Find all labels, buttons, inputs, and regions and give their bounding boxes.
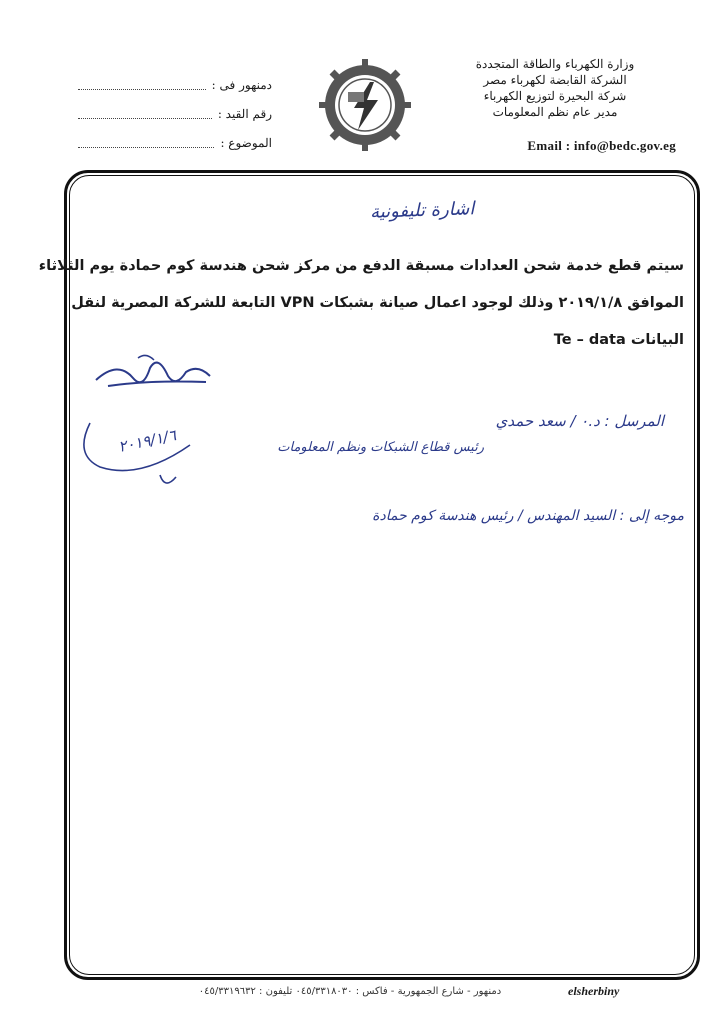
body-line-1: سيتم قطع خدمة شحن العدادات مسبقة الدفع من مركز شحن هندسة كوم حمادة يوم الثلاثاء bbox=[38, 258, 684, 274]
footer-name: elsherbiny bbox=[568, 984, 620, 998]
date-flourish-icon bbox=[70, 405, 250, 500]
message-body bbox=[38, 248, 684, 359]
field-reference-label: رقم القيد : bbox=[217, 106, 272, 121]
handwritten-date: ٢٠١٩/١/٦ bbox=[116, 426, 178, 456]
org-line-department: مدير عام نظم المعلومات bbox=[492, 105, 618, 119]
field-subject bbox=[72, 128, 272, 157]
handwritten-title: اشارة تليفونية bbox=[369, 198, 475, 223]
field-reference-dots bbox=[78, 108, 212, 119]
org-line-holding: الشركة القابضة لكهرباء مصر bbox=[483, 73, 627, 87]
org-line-company: شركة البحيرة لتوزيع الكهرباء bbox=[483, 89, 627, 103]
sender-line: المرسل : د.٠ / سعد حمدي bbox=[495, 412, 664, 430]
field-date-dots bbox=[78, 79, 206, 90]
email-address: Email : info@bedc.gov.eg bbox=[527, 138, 676, 153]
sender-title: رئيس قطاع الشبكات ونظم المعلومات bbox=[277, 440, 484, 455]
company-seal-icon bbox=[318, 58, 412, 152]
organization-header bbox=[450, 56, 660, 120]
field-subject-label: الموضوع : bbox=[220, 135, 272, 150]
body-line-3: البيانات Te – data bbox=[553, 332, 684, 348]
signature-icon bbox=[88, 350, 218, 395]
field-date bbox=[72, 70, 272, 99]
org-line-ministry: وزارة الكهرباء والطاقة المتجددة bbox=[475, 57, 635, 71]
footer-address: دمنهور - شارع الجمهورية - فاكس : ٠٤٥/٣٣١٨٠٣٠ تليفون : ٠٤٥/٣٣١٩٦٣٢ bbox=[198, 986, 502, 997]
field-reference bbox=[72, 99, 272, 128]
body-line-2: الموافق ٢٠١٩/١/٨ وذلك لوجود اعمال صيانة بشبكات VPN التابعة للشركة المصرية لنقل bbox=[71, 295, 684, 311]
field-subject-dots bbox=[78, 137, 214, 148]
recipient-line: موجه إلى : السيد المهندس / رئيس هندسة كوم حمادة bbox=[372, 508, 684, 524]
field-date-label: دمنهور فى : bbox=[211, 77, 272, 92]
reference-fields bbox=[72, 70, 272, 157]
